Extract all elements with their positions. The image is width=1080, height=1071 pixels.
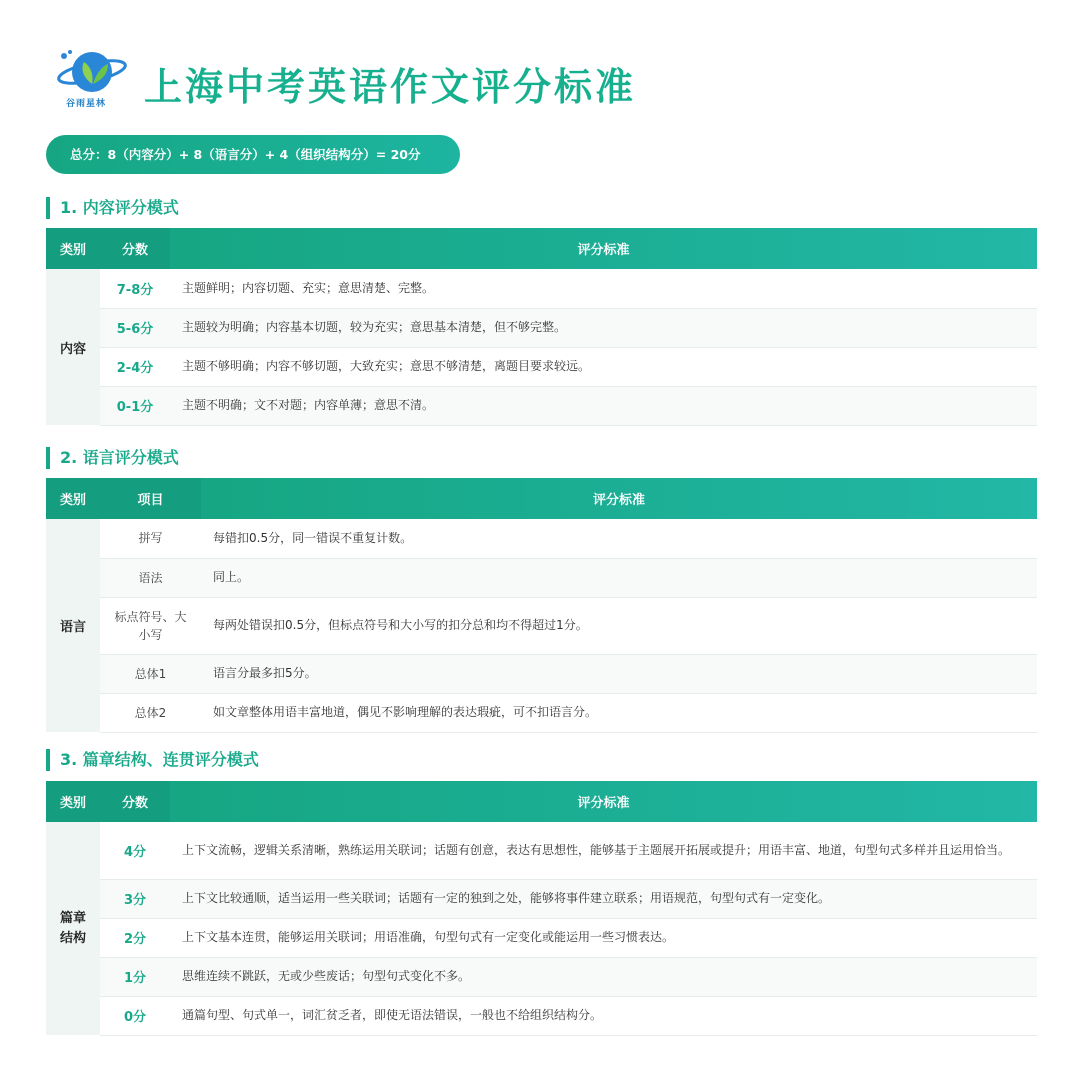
logo <box>54 48 128 112</box>
criteria-cell: 主题不够明确；内容不够切题，大致充实；意思不够清楚，离题目要求较远。 <box>170 347 1037 386</box>
criteria-cell: 思维连续不跳跃，无或少些废话；句型句式变化不多。 <box>170 957 1037 996</box>
criteria-cell: 上下文基本连贯，能够运用关联词；用语准确，句型句式有一定变化或能运用一些习惯表达。 <box>170 918 1037 957</box>
header-category: 类别 <box>46 478 100 519</box>
item-cell: 总体1 <box>100 654 201 693</box>
header-score: 分数 <box>100 228 170 269</box>
criteria-cell: 上下文比较通顺，适当运用一些关联词；话题有一定的独到之处，能够将事件建立联系；用语规范，句型句式有一定变化。 <box>170 879 1037 918</box>
criteria-cell: 主题鲜明；内容切题、充实；意思清楚、完整。 <box>170 269 1037 308</box>
criteria-cell: 上下文流畅，逻辑关系清晰，熟练运用关联词；话题有创意，表达有思想性，能够基于主题展开拓展或提升；用语丰富、地道，句型句式多样并且运用恰当。 <box>170 822 1037 879</box>
table-row <box>46 347 1037 386</box>
table-row <box>46 654 1037 693</box>
criteria-cell: 主题不明确；文不对题；内容单薄；意思不清。 <box>170 386 1037 425</box>
criteria-cell: 如文章整体用语丰富地道，偶见不影响理解的表达瑕疵，可不扣语言分。 <box>201 693 1037 732</box>
total-score-banner: 总分：8（内容分）+ 8（语言分）+ 4（组织结构分）= 20分 <box>46 135 460 174</box>
criteria-cell: 同上。 <box>201 558 1037 597</box>
table-row <box>46 918 1037 957</box>
header-category: 类别 <box>46 781 100 822</box>
language-scoring-table <box>46 478 1037 733</box>
category-cell: 语言 <box>46 519 100 732</box>
header-score: 分数 <box>100 781 170 822</box>
section-title-language: 2. 语言评分模式 <box>46 447 179 469</box>
score-cell: 0分 <box>100 996 170 1035</box>
score-cell: 4分 <box>100 822 170 879</box>
table-row <box>46 879 1037 918</box>
item-cell: 标点符号、大小写 <box>100 597 201 654</box>
category-cell: 内容 <box>46 269 100 425</box>
criteria-cell: 每两处错误扣0.5分，但标点符号和大小写的扣分总和均不得超过1分。 <box>201 597 1037 654</box>
table-row <box>46 269 1037 308</box>
section-title-content: 1. 内容评分模式 <box>46 197 179 219</box>
table-row <box>46 308 1037 347</box>
criteria-cell: 语言分最多扣5分。 <box>201 654 1037 693</box>
criteria-cell: 通篇句型、句式单一，词汇贫乏者，即使无语法错误，一般也不给组织结构分。 <box>170 996 1037 1035</box>
score-cell: 0-1分 <box>100 386 170 425</box>
header-criteria: 评分标准 <box>170 781 1037 822</box>
section-title-structure: 3. 篇章结构、连贯评分模式 <box>46 749 259 771</box>
criteria-cell: 每错扣0.5分，同一错误不重复计数。 <box>201 519 1037 558</box>
category-cell: 篇章结构 <box>46 822 100 1035</box>
score-cell: 5-6分 <box>100 308 170 347</box>
table-row <box>46 957 1037 996</box>
item-cell: 语法 <box>100 558 201 597</box>
table-row <box>46 693 1037 732</box>
header-item: 项目 <box>100 478 201 519</box>
score-cell: 3分 <box>100 879 170 918</box>
page-header <box>54 48 1034 112</box>
table-row <box>46 519 1037 558</box>
table-row <box>46 386 1037 425</box>
header-criteria: 评分标准 <box>170 228 1037 269</box>
table-row <box>46 822 1037 879</box>
score-cell: 2分 <box>100 918 170 957</box>
content-scoring-table <box>46 228 1037 426</box>
item-cell: 总体2 <box>100 693 201 732</box>
logo-globe-icon <box>54 48 128 98</box>
page-title: 上海中考英语作文评分标准 <box>144 65 637 109</box>
logo-text: 谷雨星林 <box>66 99 107 109</box>
score-cell: 2-4分 <box>100 347 170 386</box>
table-header-row <box>46 478 1037 519</box>
table-header-row <box>46 228 1037 269</box>
score-cell: 1分 <box>100 957 170 996</box>
criteria-cell: 主题较为明确；内容基本切题，较为充实；意思基本清楚，但不够完整。 <box>170 308 1037 347</box>
header-criteria: 评分标准 <box>201 478 1037 519</box>
item-cell: 拼写 <box>100 519 201 558</box>
table-header-row <box>46 781 1037 822</box>
table-row <box>46 597 1037 654</box>
structure-scoring-table <box>46 781 1037 1036</box>
score-cell: 7-8分 <box>100 269 170 308</box>
header-category: 类别 <box>46 228 100 269</box>
table-row <box>46 996 1037 1035</box>
table-row <box>46 558 1037 597</box>
